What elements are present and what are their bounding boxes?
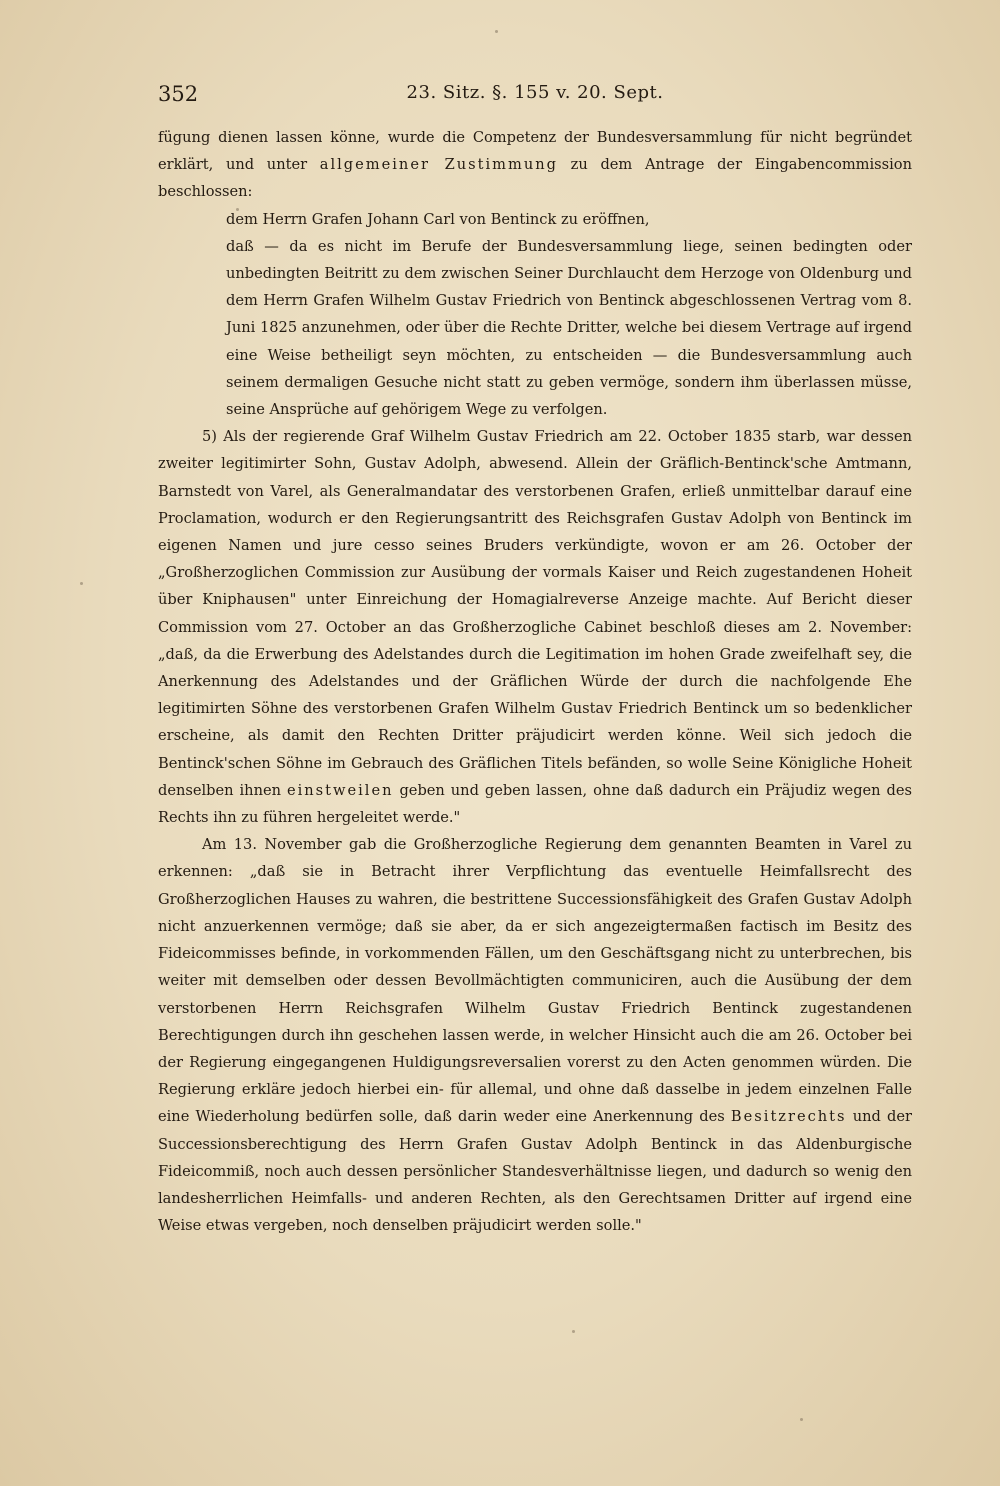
paper-speck bbox=[800, 1418, 803, 1421]
paragraph-intro bbox=[158, 124, 912, 206]
paragraph-text: Am 13. November gab die Großherzogliche Regierung dem genannten Beamten in Varel zu erkennen: „daß sie in Betracht ihrer Verpflichtung das eventuelle Heimfallsrecht des Großherzoglichen Hauses zu wahren, die bestrittene Successionsfähigkeit des Grafen Gustav Adolph nicht anzuerkennen vermöge; daß sie aber, da er sich angezeigtermaßen factisch im Besitz des Fideicommisses befinde, in vorkommenden Fällen, um den Geschäftsgang nicht zu unterbrechen, bis weiter mit demselben oder dessen Bevollmächtigten communiciren, auch die Ausübung der dem verstorbenen Herrn Reichsgrafen Wilhelm Gustav Friedrich Bentinck zugestandenen Berechtigungen durch ihn geschehen lassen werde, in welcher Hinsicht auch die am 26. October bei der Regierung eingegangenen Huldigungsreversalien vorerst zu den Acten genommen würden. Die Regierung erkläre jedoch hierbei ein- für allemal, und ohne daß dasselbe in jedem einzelnen Falle eine Wiederholung bedürfen solle, daß darin weder eine Anerkennung des bbox=[158, 836, 912, 1126]
paper-speck bbox=[80, 582, 83, 585]
paragraph-text: dem Herrn Grafen Johann Carl von Bentinck zu eröffnen, bbox=[226, 210, 650, 228]
paragraph-5 bbox=[158, 423, 912, 831]
spaced-emphasis-text: allgemeiner Zustimmung bbox=[319, 156, 558, 174]
paragraph-resolution-2 bbox=[158, 233, 912, 423]
spaced-emphasis-text: einstweilen bbox=[286, 781, 394, 799]
paper-speck bbox=[495, 30, 498, 33]
running-head: 23. Sitz. §. 155 v. 20. Sept. bbox=[406, 82, 664, 103]
paragraph-13 bbox=[158, 831, 912, 1239]
paragraph-text: fügung dienen lassen könne, wurde die Competenz der Bundesversammlung für nicht begründet erklärt, und unter bbox=[158, 129, 912, 174]
page-body bbox=[158, 124, 912, 1239]
paragraph-text: und der Successionsberechtigung des Herrn Grafen Gustav Adolph Bentinck in das Aldenburgische Fideicommiß, noch auch dessen persönlicher Standesverhältnisse liegen, und dadurch so wenig den landesherrlichen Heimfalls- und anderen Rechten, als den Gerechtsamen Dritter auf irgend eine Weise etwas vergeben, noch denselben präjudicirt werden solle." bbox=[158, 1108, 913, 1235]
spaced-emphasis-text: Besitzrechts bbox=[730, 1108, 847, 1126]
paragraph-text: geben und geben lassen, ohne daß dadurch ein Präjudiz wegen des Rechts ihn zu führen hergeleitet werde." bbox=[158, 781, 912, 827]
page-header bbox=[158, 82, 912, 116]
page-number: 352 bbox=[158, 82, 199, 106]
paragraph-text: daß — da es nicht im Berufe der Bundesversammlung liege, seinen bedingten oder unbedingten Beitritt zu dem zwischen Seiner Durchlaucht dem Herzoge von Oldenburg und dem Herrn Grafen Wilhelm Gustav Friedrich von Bentinck abgeschlossenen Vertrag vom 8. Juni 1825 anzunehmen, oder über die Rechte Dritter, welche bei diesem Vertrage auf irgend eine Weise betheiligt seyn möchten, zu entscheiden — die Bundesversammlung auch seinem dermaligen Gesuche nicht statt zu geben vermöge, sondern ihm überlassen müsse, seine Ansprüche auf gehörigem Wege zu verfolgen. bbox=[226, 237, 912, 419]
paper-speck bbox=[572, 1330, 575, 1333]
paragraph-text: 5) Als der regierende Graf Wilhelm Gustav Friedrich am 22. October 1835 starb, war dessen zweiter legitimirter Sohn, Gustav Adolph, abwesend. Allein der Gräflich-Bentinck'sche Amtmann, Barnstedt von Varel, als Generalmandatar des verstorbenen Grafen, erließ unmittelbar darauf eine Proclamation, wodurch er den Regierungsantritt des Reichsgrafen Gustav Adolph von Bentinck im eigenen Namen und jure cesso seines Bruders verkündigte, wovon er am 26. October der „Großherzoglichen Commission zur Ausübung der vormals Kaiser und Reich zugestandenen Hoheit über Kniphausen" unter Einreichung der Homagialreverse Anzeige machte. Auf Bericht dieser Commission vom 27. October an das Großherzogliche Cabinet beschloß dieses am 2. November: „daß, da die Erwerbung des Adelstandes durch die Legitimation im hohen Grade zweifelhaft sey, die Anerkennung des Adelstandes und der Gräflichen Würde der durch die nachfolgende Ehe legitimirten Söhne des verstorbenen Grafen Wilhelm Gustav Friedrich Bentinck um so bedenklicher erscheine, als damit den Rechten Dritter präjudicirt werden könne. Weil sich jedoch die Bentinck'schen Söhne im Gebrauch des Gräflichen Titels befänden, so wolle Seine Königliche Hoheit denselben ihnen bbox=[158, 428, 912, 799]
paragraph-resolution-1 bbox=[158, 206, 912, 233]
paragraph-text: zu dem Antrage der Eingabencommission beschlossen: bbox=[158, 156, 912, 201]
